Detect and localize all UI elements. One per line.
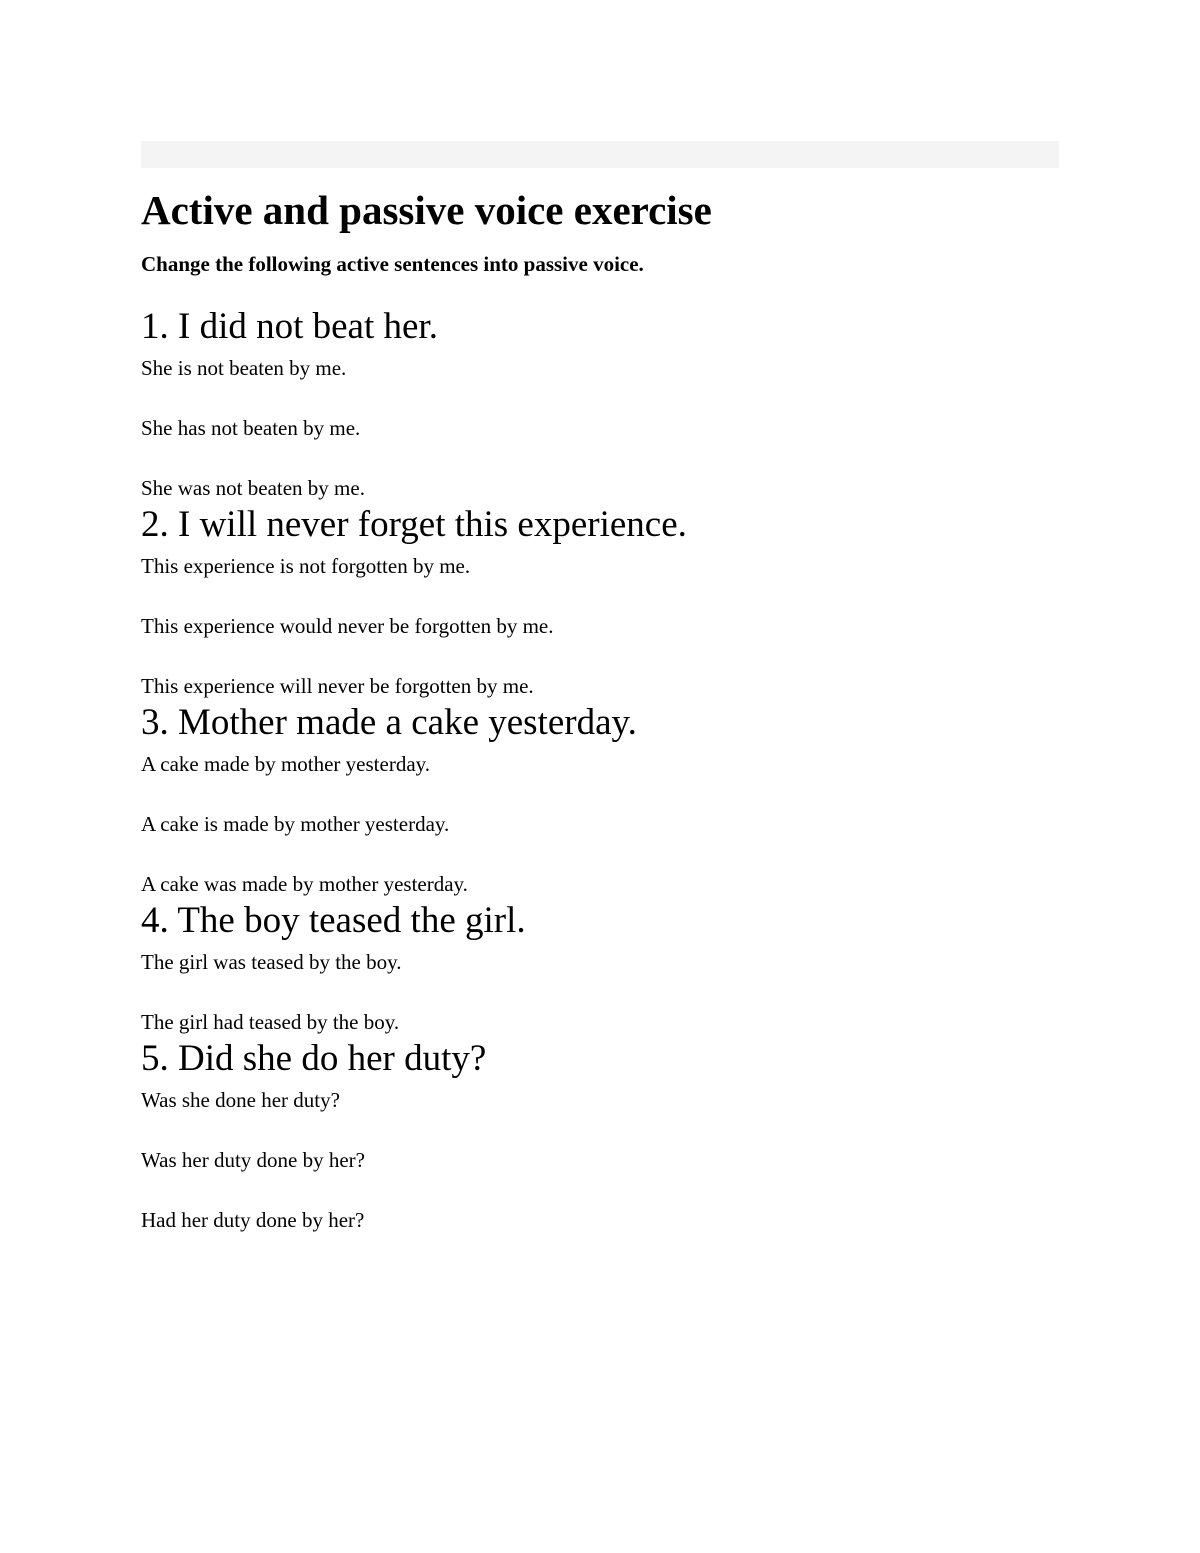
question-prompt: 5. Did she do her duty? xyxy=(141,1038,487,1079)
question-block xyxy=(141,503,1059,699)
answer-list xyxy=(141,553,1059,699)
question-block xyxy=(141,305,1059,501)
document-title: Active and passive voice exercise xyxy=(141,187,712,233)
answer-list xyxy=(141,355,1059,501)
document-content xyxy=(141,186,1059,1233)
answer-option: This experience would never be forgotten by me. xyxy=(141,614,554,638)
answer-list xyxy=(141,751,1059,897)
answer-option: A cake made by mother yesterday. xyxy=(141,752,431,776)
answer-option: Was she done her duty? xyxy=(141,1088,340,1112)
question-prompt: 3. Mother made a cake yesterday. xyxy=(141,702,637,743)
top-banner-placeholder xyxy=(141,141,1059,168)
answer-option: The girl had teased by the boy. xyxy=(141,1010,400,1034)
answer-option: This experience is not forgotten by me. xyxy=(141,554,471,578)
answer-option: She is not beaten by me. xyxy=(141,356,347,380)
answer-list xyxy=(141,949,1059,1035)
answer-list xyxy=(141,1087,1059,1233)
question-block xyxy=(141,1037,1059,1233)
question-prompt: 4. The boy teased the girl. xyxy=(141,900,526,941)
answer-option: Had her duty done by her? xyxy=(141,1208,365,1232)
answer-option: Was her duty done by her? xyxy=(141,1148,365,1172)
question-prompt: 2. I will never forget this experience. xyxy=(141,504,687,545)
exercise-instruction: Change the following active sentences into passive voice. xyxy=(141,252,644,276)
question-block xyxy=(141,899,1059,1035)
question-block xyxy=(141,701,1059,897)
answer-option: The girl was teased by the boy. xyxy=(141,950,402,974)
question-prompt: 1. I did not beat her. xyxy=(141,306,438,347)
answer-option: She was not beaten by me. xyxy=(141,476,365,500)
answer-option: She has not beaten by me. xyxy=(141,416,361,440)
answer-option: This experience will never be forgotten by me. xyxy=(141,674,534,698)
answer-option: A cake was made by mother yesterday. xyxy=(141,872,468,896)
answer-option: A cake is made by mother yesterday. xyxy=(141,812,450,836)
